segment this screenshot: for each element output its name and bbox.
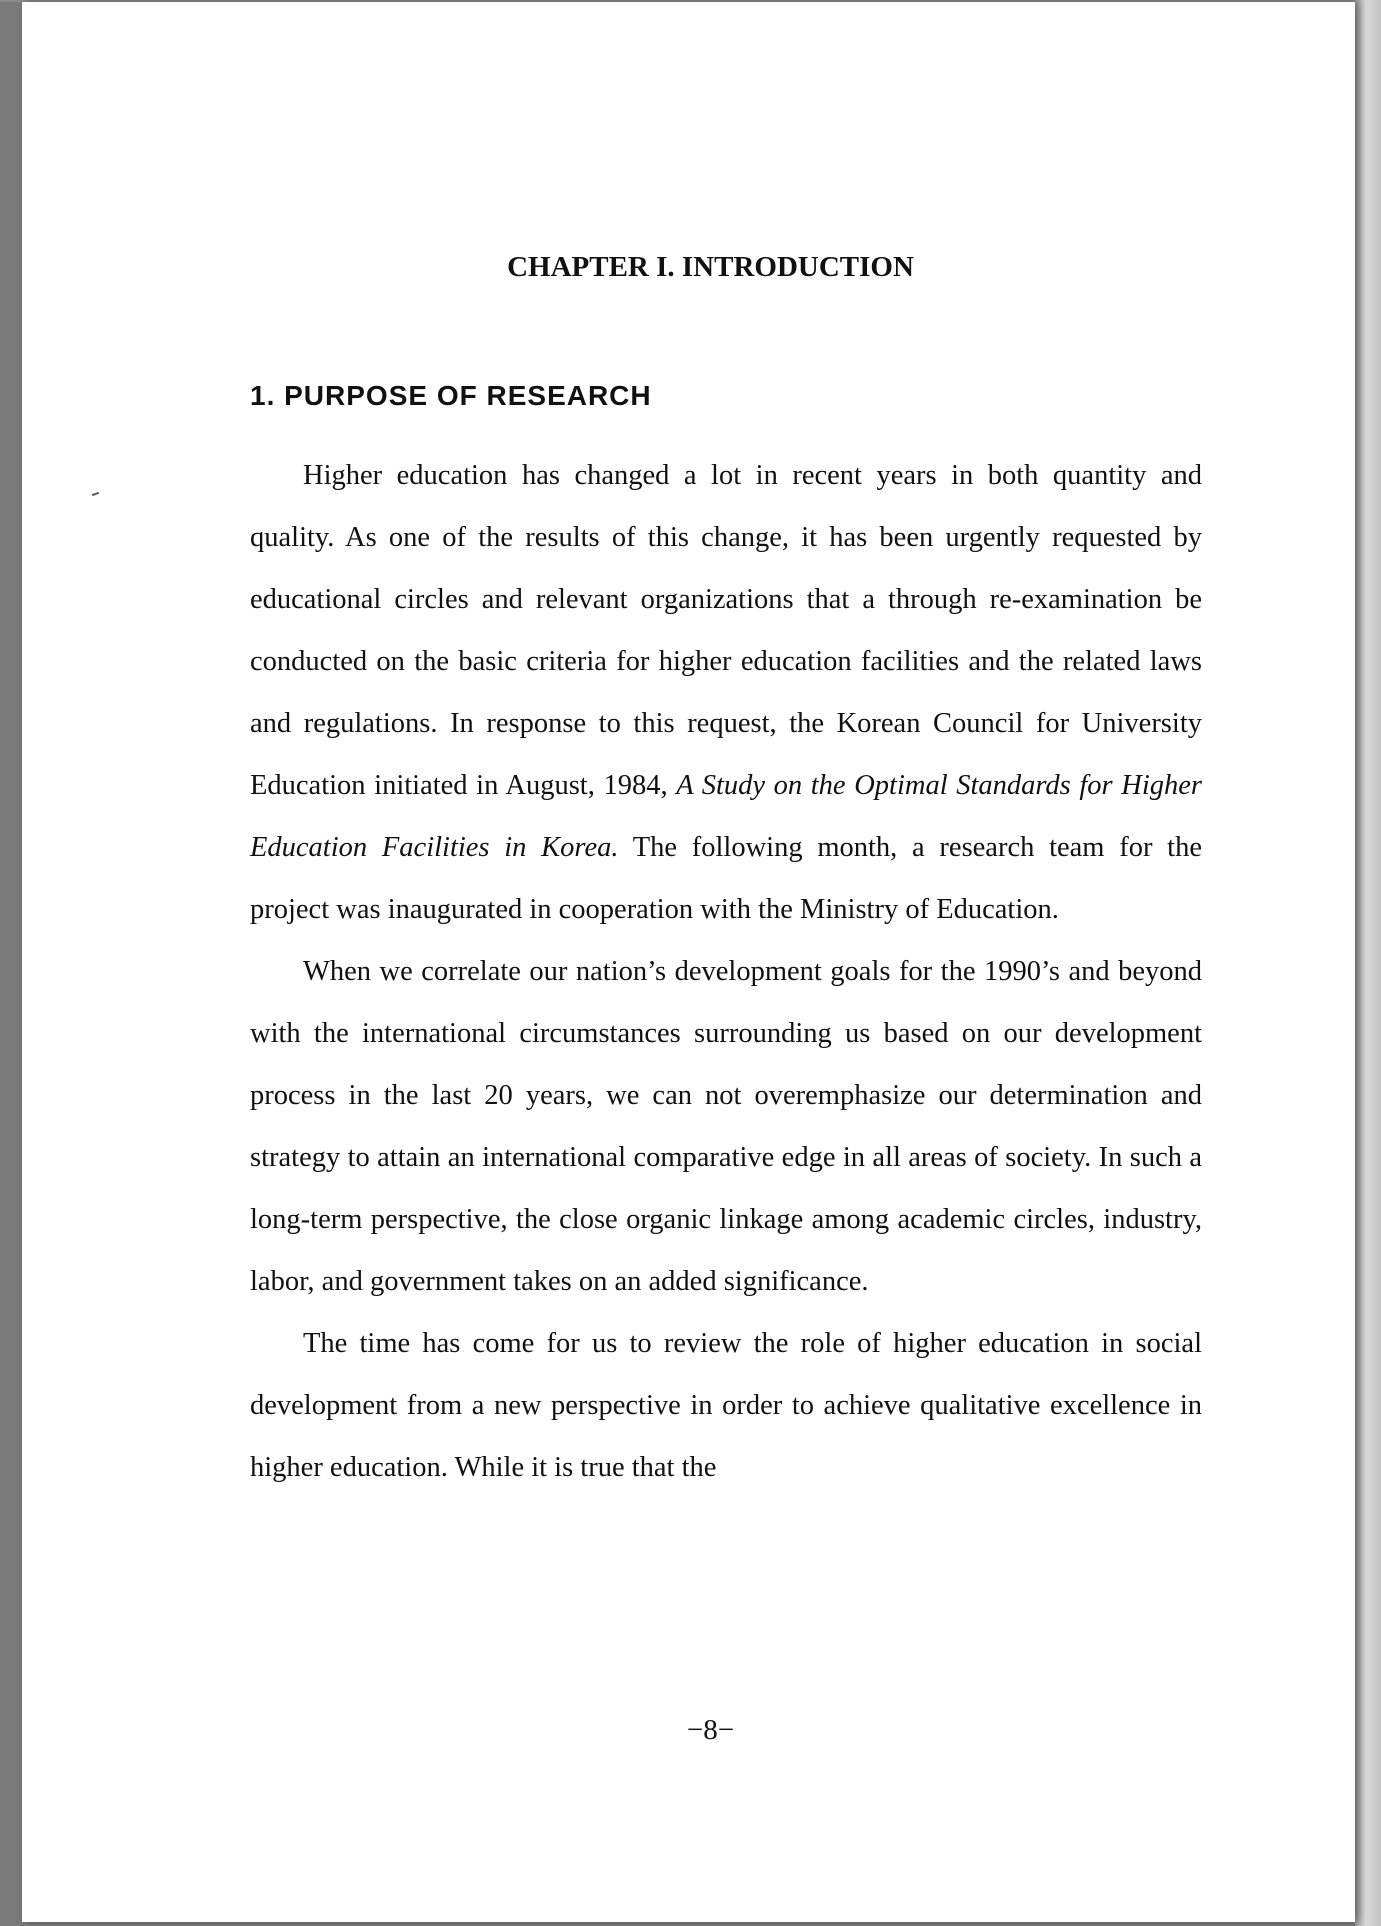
paragraph-1-text-end: The following month, a research team for the project was inaugurated in cooperation with the Ministry of Education. <box>250 832 1202 925</box>
paragraph-3: The time has come for us to review the role of higher education in social development from a new perspective in order to achieve qualitative excellence in higher education. While it is true that the <box>250 1328 1202 1483</box>
section-heading: 1. PURPOSE OF RESEARCH <box>250 380 652 411</box>
paragraph-2: When we correlate our nation’s development goals for the 1990’s and beyond with the international circumstances surrounding us based on our development process in the last 20 years, we can not overemphasize our determination and strategy to attain an international comparative edge in all areas of society. In such a long-term perspective, the close organic linkage among academic circles, industry, labor, and government takes on an added significance. <box>250 956 1202 1297</box>
chapter-title: CHAPTER I. INTRODUCTION <box>507 251 914 283</box>
study-title-italic: A Study on the Optimal Standards for Higher Education Facilities in Korea. <box>250 770 1202 863</box>
page-number: −8− <box>686 1714 735 1746</box>
page-edge-shadow <box>1355 0 1381 1926</box>
body-text <box>250 445 1202 1499</box>
paragraph-1-text-start: Higher education has changed a lot in recent years in both quantity and quality. As one of the results of this change, it has been urgently requested by educational circles and relevant organizations that a through re-examination be conducted on the basic criteria for higher education facilities and the related laws and regulations. In response to this request, the Korean Council for University Education initiated in August, 1984, <box>250 460 1202 801</box>
paragraph-1 <box>250 445 1202 941</box>
